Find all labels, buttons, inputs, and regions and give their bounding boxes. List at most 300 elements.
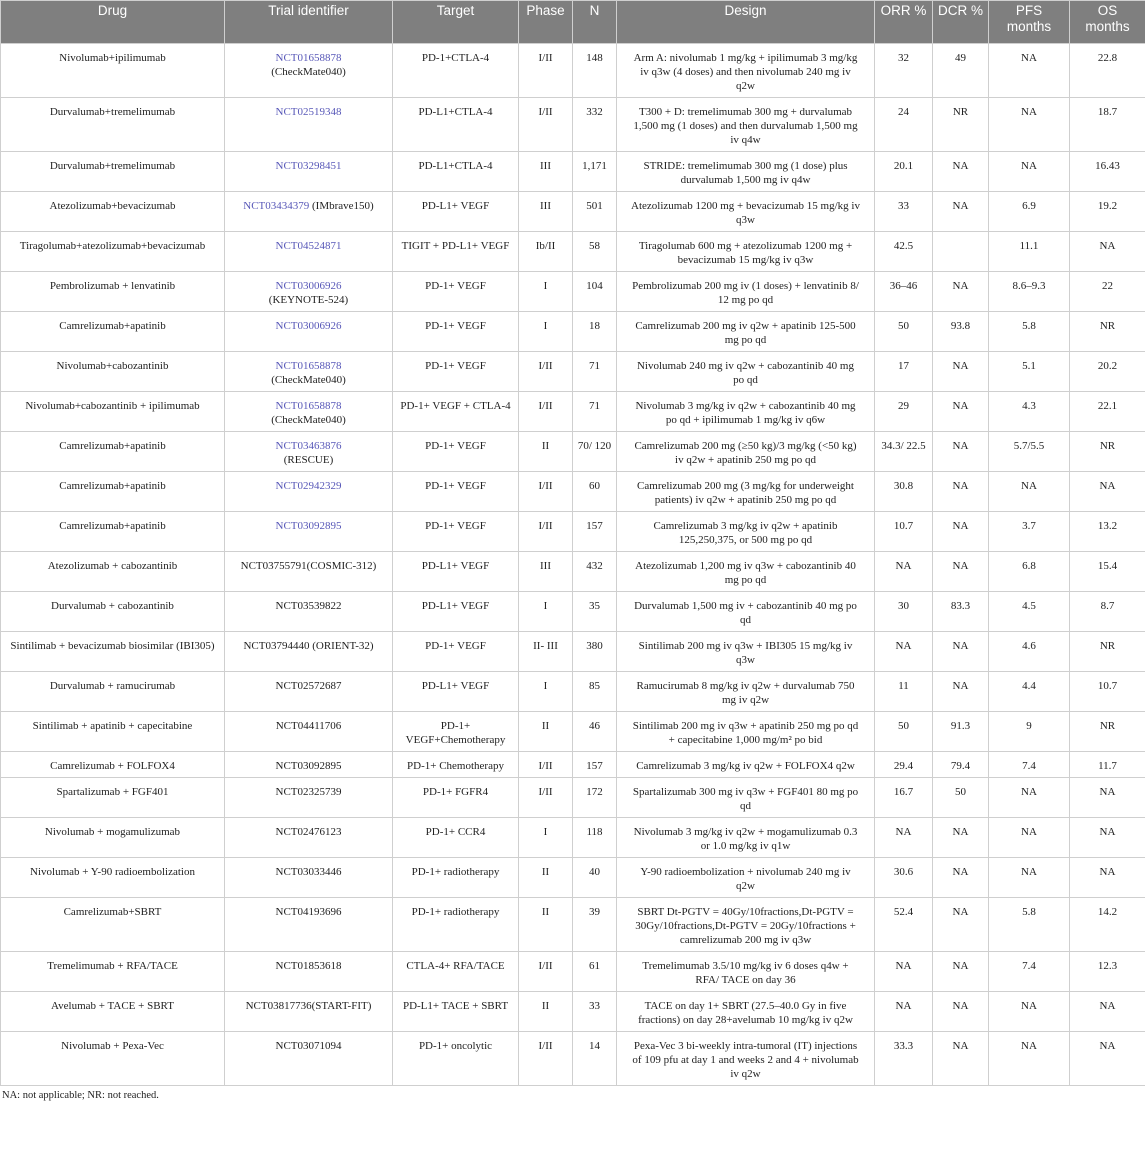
cell-phase: II — [519, 898, 573, 952]
cell-trial-identifier — [225, 352, 393, 392]
cell-n: 60 — [573, 472, 617, 512]
cell-phase: II — [519, 432, 573, 472]
cell-target: CTLA-4+ RFA/TACE — [393, 952, 519, 992]
cell-drug: Atezolizumab+bevacizumab — [1, 192, 225, 232]
cell-target: TIGIT + PD-L1+ VEGF — [393, 232, 519, 272]
cell-pfs: 4.6 — [989, 632, 1070, 672]
table-row — [1, 672, 1145, 712]
cell-dcr: NA — [933, 1032, 989, 1086]
cell-phase: I/II — [519, 352, 573, 392]
cell-os: NA — [1070, 818, 1145, 858]
cell-trial-identifier — [225, 512, 393, 552]
table-row — [1, 992, 1145, 1032]
cell-drug: Sintilimab + apatinib + capecitabine — [1, 712, 225, 752]
cell-os: NA — [1070, 778, 1145, 818]
header-row — [1, 1, 1145, 44]
trial-name: (KEYNOTE-524) — [268, 294, 349, 306]
cell-trial-identifier — [225, 818, 393, 858]
cell-phase: I/II — [519, 44, 573, 98]
table-row — [1, 352, 1145, 392]
cell-n: 118 — [573, 818, 617, 858]
cell-drug: Tremelimumab + RFA/TACE — [1, 952, 225, 992]
trial-link[interactable]: NCT03298451 — [275, 160, 342, 172]
cell-pfs: NA — [989, 818, 1070, 858]
table-row — [1, 98, 1145, 152]
cell-n: 157 — [573, 512, 617, 552]
cell-n: 85 — [573, 672, 617, 712]
cell-design: Camrelizumab 200 mg (3 mg/kg for underweight patients) iv q2w + apatinib 250 mg po qd — [617, 472, 875, 512]
cell-phase: I/II — [519, 778, 573, 818]
cell-orr: 34.3/ 22.5 — [875, 432, 933, 472]
cell-phase: I — [519, 672, 573, 712]
cell-drug: Durvalumab+tremelimumab — [1, 98, 225, 152]
cell-orr: 17 — [875, 352, 933, 392]
cell-drug: Camrelizumab+apatinib — [1, 312, 225, 352]
cell-pfs: 8.6–9.3 — [989, 272, 1070, 312]
cell-orr: 30.6 — [875, 858, 933, 898]
cell-target: PD-1+ FGFR4 — [393, 778, 519, 818]
cell-pfs: NA — [989, 992, 1070, 1032]
trial-name: NCT03755791(COSMIC-312) — [240, 560, 377, 572]
cell-os: 12.3 — [1070, 952, 1145, 992]
cell-design: Camrelizumab 200 mg iv q2w + apatinib 125-500 mg po qd — [617, 312, 875, 352]
cell-os: NR — [1070, 712, 1145, 752]
cell-phase: II — [519, 712, 573, 752]
cell-pfs: 7.4 — [989, 952, 1070, 992]
cell-orr: 33 — [875, 192, 933, 232]
trial-name: NCT03539822 — [275, 600, 342, 612]
cell-n: 18 — [573, 312, 617, 352]
cell-dcr: NA — [933, 152, 989, 192]
cell-target: PD-1+ Chemotherapy — [393, 752, 519, 778]
cell-target: PD-1+ radiotherapy — [393, 898, 519, 952]
cell-orr: 29.4 — [875, 752, 933, 778]
cell-phase: I/II — [519, 952, 573, 992]
table-row — [1, 898, 1145, 952]
cell-pfs: NA — [989, 1032, 1070, 1086]
col-header-n: N — [573, 1, 617, 44]
cell-drug: Atezolizumab + cabozantinib — [1, 552, 225, 592]
cell-design: Camrelizumab 3 mg/kg iv q2w + FOLFOX4 q2w — [617, 752, 875, 778]
cell-target: PD-1+ VEGF — [393, 472, 519, 512]
trial-name: (RESCUE) — [283, 454, 334, 466]
table-row — [1, 952, 1145, 992]
cell-drug: Camrelizumab + FOLFOX4 — [1, 752, 225, 778]
trial-name: (CheckMate040) — [271, 374, 346, 386]
cell-orr: NA — [875, 992, 933, 1032]
trial-link[interactable]: NCT01658878 — [275, 400, 342, 412]
col-header-trial-identifier: Trial identifier — [225, 1, 393, 44]
cell-os: 14.2 — [1070, 898, 1145, 952]
cell-design: Atezolizumab 1200 mg + bevacizumab 15 mg/kg iv q3w — [617, 192, 875, 232]
trial-name: NCT03071094 — [275, 1040, 342, 1052]
cell-design: Nivolumab 3 mg/kg iv q2w + mogamulizumab 0.3 or 1.0 mg/kg iv q1w — [617, 818, 875, 858]
cell-os: NA — [1070, 858, 1145, 898]
cell-target: PD-1+ VEGF — [393, 352, 519, 392]
cell-pfs: 4.3 — [989, 392, 1070, 432]
table-row — [1, 592, 1145, 632]
cell-pfs: NA — [989, 44, 1070, 98]
table-row — [1, 44, 1145, 98]
table-row — [1, 858, 1145, 898]
cell-pfs: 9 — [989, 712, 1070, 752]
cell-n: 71 — [573, 392, 617, 432]
cell-os: NA — [1070, 992, 1145, 1032]
cell-phase: I — [519, 272, 573, 312]
table-row — [1, 552, 1145, 592]
cell-trial-identifier — [225, 592, 393, 632]
cell-os: NR — [1070, 312, 1145, 352]
cell-dcr: NA — [933, 272, 989, 312]
table-body — [1, 44, 1145, 1086]
cell-target: PD-1+CTLA-4 — [393, 44, 519, 98]
col-header-pfs: PFS months — [989, 1, 1070, 44]
trial-name: NCT02572687 — [275, 680, 342, 692]
cell-orr: 30 — [875, 592, 933, 632]
cell-n: 70/ 120 — [573, 432, 617, 472]
cell-os: 8.7 — [1070, 592, 1145, 632]
cell-orr: 11 — [875, 672, 933, 712]
trial-link[interactable]: NCT01658878 — [275, 52, 342, 64]
trial-link[interactable]: NCT03463876 — [275, 440, 342, 452]
cell-pfs: 6.9 — [989, 192, 1070, 232]
table-header — [1, 1, 1145, 44]
cell-drug: Nivolumab + mogamulizumab — [1, 818, 225, 858]
col-header-phase: Phase — [519, 1, 573, 44]
cell-n: 71 — [573, 352, 617, 392]
cell-drug: Spartalizumab + FGF401 — [1, 778, 225, 818]
cell-orr: 16.7 — [875, 778, 933, 818]
cell-target: PD-1+ VEGF — [393, 512, 519, 552]
cell-dcr: 49 — [933, 44, 989, 98]
trial-link[interactable]: NCT04524871 — [275, 240, 342, 252]
cell-drug: Durvalumab+tremelimumab — [1, 152, 225, 192]
trial-name: (CheckMate040) — [271, 66, 346, 78]
trial-name: NCT03817736(START-FIT) — [245, 1000, 372, 1012]
cell-design: SBRT Dt-PGTV = 40Gy/10fractions,Dt-PGTV = 30Gy/10fractions,Dt-PGTV = 20Gy/10fractions + camrelizumab 200 mg iv q3w — [617, 898, 875, 952]
cell-trial-identifier — [225, 472, 393, 512]
trial-name: (CheckMate040) — [271, 414, 346, 426]
cell-pfs: 11.1 — [989, 232, 1070, 272]
cell-os: 10.7 — [1070, 672, 1145, 712]
trial-link[interactable]: NCT03092895 — [275, 520, 342, 532]
cell-drug: Tiragolumab+atezolizumab+bevacizumab — [1, 232, 225, 272]
cell-drug: Sintilimab + bevacizumab biosimilar (IBI305) — [1, 632, 225, 672]
cell-drug: Durvalumab + ramucirumab — [1, 672, 225, 712]
table-row — [1, 472, 1145, 512]
cell-dcr: NA — [933, 472, 989, 512]
trial-link[interactable]: NCT03006926 — [275, 280, 342, 292]
col-header-orr: ORR % — [875, 1, 933, 44]
cell-n: 148 — [573, 44, 617, 98]
cell-pfs: NA — [989, 98, 1070, 152]
cell-phase: I/II — [519, 752, 573, 778]
trial-link[interactable]: NCT03434379 — [243, 200, 310, 212]
cell-dcr: NA — [933, 552, 989, 592]
cell-trial-identifier — [225, 632, 393, 672]
table-row — [1, 712, 1145, 752]
cell-dcr: NA — [933, 352, 989, 392]
cell-dcr: NA — [933, 898, 989, 952]
cell-phase: III — [519, 152, 573, 192]
cell-design: Camrelizumab 200 mg (≥50 kg)/3 mg/kg (<50 kg) iv q2w + apatinib 250 mg po qd — [617, 432, 875, 472]
cell-phase: I — [519, 312, 573, 352]
cell-n: 33 — [573, 992, 617, 1032]
cell-design: Sintilimab 200 mg iv q3w + IBI305 15 mg/kg iv q3w — [617, 632, 875, 672]
cell-orr: 52.4 — [875, 898, 933, 952]
cell-orr: 32 — [875, 44, 933, 98]
cell-target: PD-1+ VEGF — [393, 432, 519, 472]
cell-dcr: NR — [933, 98, 989, 152]
cell-design: Sintilimab 200 mg iv q3w + apatinib 250 mg po qd + capecitabine 1,000 mg/m² po bid — [617, 712, 875, 752]
cell-pfs: 4.5 — [989, 592, 1070, 632]
cell-dcr: NA — [933, 512, 989, 552]
table-row — [1, 152, 1145, 192]
cell-target: PD-L1+ VEGF — [393, 672, 519, 712]
cell-drug: Durvalumab + cabozantinib — [1, 592, 225, 632]
cell-trial-identifier — [225, 432, 393, 472]
cell-phase: I — [519, 592, 573, 632]
cell-design: Arm A: nivolumab 1 mg/kg + ipilimumab 3 mg/kg iv q3w (4 doses) and then nivolumab 240 mg iv q2w — [617, 44, 875, 98]
cell-orr: 30.8 — [875, 472, 933, 512]
cell-phase: I/II — [519, 98, 573, 152]
cell-phase: II — [519, 992, 573, 1032]
trial-link[interactable]: NCT03006926 — [275, 320, 342, 332]
cell-os: NR — [1070, 432, 1145, 472]
cell-trial-identifier — [225, 898, 393, 952]
cell-n: 58 — [573, 232, 617, 272]
table-row — [1, 392, 1145, 432]
cell-trial-identifier — [225, 1032, 393, 1086]
trial-name: NCT04411706 — [275, 720, 342, 732]
cell-target: PD-L1+ VEGF — [393, 192, 519, 232]
cell-os: NA — [1070, 232, 1145, 272]
table-row — [1, 1032, 1145, 1086]
cell-os: NA — [1070, 472, 1145, 512]
cell-orr: 36–46 — [875, 272, 933, 312]
cell-drug: Nivolumab+ipilimumab — [1, 44, 225, 98]
cell-dcr: NA — [933, 818, 989, 858]
table-row — [1, 232, 1145, 272]
cell-target: PD-1+ radiotherapy — [393, 858, 519, 898]
cell-n: 46 — [573, 712, 617, 752]
cell-drug: Nivolumab+cabozantinib — [1, 352, 225, 392]
cell-pfs: 5.7/5.5 — [989, 432, 1070, 472]
trial-name: (IMbrave150) — [309, 200, 374, 212]
trial-name: NCT02325739 — [275, 786, 342, 798]
cell-n: 35 — [573, 592, 617, 632]
cell-pfs: 5.8 — [989, 898, 1070, 952]
cell-design: Spartalizumab 300 mg iv q3w + FGF401 80 mg po qd — [617, 778, 875, 818]
col-header-drug: Drug — [1, 1, 225, 44]
cell-dcr: 83.3 — [933, 592, 989, 632]
cell-pfs: NA — [989, 472, 1070, 512]
cell-pfs: NA — [989, 778, 1070, 818]
cell-trial-identifier — [225, 992, 393, 1032]
cell-dcr: NA — [933, 992, 989, 1032]
cell-dcr: NA — [933, 432, 989, 472]
cell-n: 39 — [573, 898, 617, 952]
cell-trial-identifier — [225, 192, 393, 232]
cell-pfs: 7.4 — [989, 752, 1070, 778]
cell-phase: II- III — [519, 632, 573, 672]
cell-trial-identifier — [225, 312, 393, 352]
cell-target: PD-1+ CCR4 — [393, 818, 519, 858]
trial-name: NCT03794440 (ORIENT-32) — [243, 640, 374, 652]
cell-design: Atezolizumab 1,200 mg iv q3w + cabozantinib 40 mg po qd — [617, 552, 875, 592]
cell-phase: I/II — [519, 392, 573, 432]
cell-trial-identifier — [225, 392, 393, 432]
cell-orr: 42.5 — [875, 232, 933, 272]
cell-os: NA — [1070, 1032, 1145, 1086]
cell-trial-identifier — [225, 952, 393, 992]
cell-os: 22.8 — [1070, 44, 1145, 98]
col-header-target: Target — [393, 1, 519, 44]
trial-name: NCT03033446 — [275, 866, 342, 878]
cell-design: Nivolumab 240 mg iv q2w + cabozantinib 40 mg po qd — [617, 352, 875, 392]
cell-drug: Camrelizumab+SBRT — [1, 898, 225, 952]
cell-n: 157 — [573, 752, 617, 778]
cell-target: PD-1+ VEGF — [393, 632, 519, 672]
cell-design: Tremelimumab 3.5/10 mg/kg iv 6 doses q4w + RFA/ TACE on day 36 — [617, 952, 875, 992]
cell-n: 61 — [573, 952, 617, 992]
trial-link[interactable]: NCT01658878 — [275, 360, 342, 372]
cell-dcr: NA — [933, 672, 989, 712]
cell-orr: NA — [875, 552, 933, 592]
cell-trial-identifier — [225, 98, 393, 152]
table-row — [1, 312, 1145, 352]
cell-orr: NA — [875, 818, 933, 858]
cell-trial-identifier — [225, 858, 393, 898]
trial-name: NCT01853618 — [275, 960, 342, 972]
table-row — [1, 512, 1145, 552]
cell-design: Nivolumab 3 mg/kg iv q2w + cabozantinib 40 mg po qd + ipilimumab 1 mg/kg iv q6w — [617, 392, 875, 432]
cell-phase: III — [519, 552, 573, 592]
cell-phase: I/II — [519, 512, 573, 552]
cell-target: PD-L1+CTLA-4 — [393, 98, 519, 152]
cell-target: PD-L1+CTLA-4 — [393, 152, 519, 192]
cell-target: PD-1+ VEGF+Chemotherapy — [393, 712, 519, 752]
cell-target: PD-L1+ VEGF — [393, 552, 519, 592]
cell-n: 432 — [573, 552, 617, 592]
trial-link[interactable]: NCT02519348 — [275, 106, 342, 118]
cell-trial-identifier — [225, 44, 393, 98]
cell-drug: Camrelizumab+apatinib — [1, 472, 225, 512]
cell-n: 40 — [573, 858, 617, 898]
cell-dcr: NA — [933, 392, 989, 432]
cell-target: PD-1+ VEGF — [393, 312, 519, 352]
cell-os: 11.7 — [1070, 752, 1145, 778]
cell-drug: Avelumab + TACE + SBRT — [1, 992, 225, 1032]
cell-design: Pexa-Vec 3 bi-weekly intra-tumoral (IT) injections of 109 pfu at day 1 and weeks 2 and 4 + nivolumab iv q2w — [617, 1032, 875, 1086]
cell-os: 19.2 — [1070, 192, 1145, 232]
cell-orr: 10.7 — [875, 512, 933, 552]
cell-target: PD-1+ VEGF — [393, 272, 519, 312]
table-row — [1, 192, 1145, 232]
cell-target: PD-1+ oncolytic — [393, 1032, 519, 1086]
cell-dcr: NA — [933, 632, 989, 672]
cell-target: PD-1+ VEGF + CTLA-4 — [393, 392, 519, 432]
cell-n: 1,171 — [573, 152, 617, 192]
table-row — [1, 432, 1145, 472]
cell-trial-identifier — [225, 672, 393, 712]
cell-pfs: 5.8 — [989, 312, 1070, 352]
cell-orr: 24 — [875, 98, 933, 152]
cell-target: PD-L1+ TACE + SBRT — [393, 992, 519, 1032]
cell-pfs: NA — [989, 152, 1070, 192]
cell-dcr: 93.8 — [933, 312, 989, 352]
cell-pfs: 4.4 — [989, 672, 1070, 712]
table-row — [1, 818, 1145, 858]
cell-n: 14 — [573, 1032, 617, 1086]
cell-design: Y-90 radioembolization + nivolumab 240 mg iv q2w — [617, 858, 875, 898]
cell-design: Pembrolizumab 200 mg iv (1 doses) + lenvatinib 8/ 12 mg po qd — [617, 272, 875, 312]
cell-n: 332 — [573, 98, 617, 152]
cell-drug: Camrelizumab+apatinib — [1, 432, 225, 472]
trial-link[interactable]: NCT02942329 — [275, 480, 342, 492]
cell-design: T300 + D: tremelimumab 300 mg + durvalumab 1,500 mg (1 doses) and then durvalumab 1,500 mg iv q4w — [617, 98, 875, 152]
cell-design: Camrelizumab 3 mg/kg iv q2w + apatinib 125,250,375, or 500 mg po qd — [617, 512, 875, 552]
cell-orr: 33.3 — [875, 1032, 933, 1086]
cell-target: PD-L1+ VEGF — [393, 592, 519, 632]
cell-design: Ramucirumab 8 mg/kg iv q2w + durvalumab 750 mg iv q2w — [617, 672, 875, 712]
cell-os: 20.2 — [1070, 352, 1145, 392]
col-header-design: Design — [617, 1, 875, 44]
cell-pfs: NA — [989, 858, 1070, 898]
table-row — [1, 752, 1145, 778]
cell-phase: Ib/II — [519, 232, 573, 272]
cell-dcr: NA — [933, 952, 989, 992]
cell-trial-identifier — [225, 778, 393, 818]
cell-n: 501 — [573, 192, 617, 232]
cell-os: 16.43 — [1070, 152, 1145, 192]
cell-drug: Nivolumab + Y-90 radioembolization — [1, 858, 225, 898]
cell-drug: Nivolumab+cabozantinib + ipilimumab — [1, 392, 225, 432]
col-header-dcr: DCR % — [933, 1, 989, 44]
trial-name: NCT02476123 — [275, 826, 342, 838]
cell-design: Tiragolumab 600 mg + atezolizumab 1200 mg + bevacizumab 15 mg/kg iv q3w — [617, 232, 875, 272]
trial-name: NCT04193696 — [275, 906, 342, 918]
cell-trial-identifier — [225, 232, 393, 272]
table-footnote: NA: not applicable; NR: not reached. — [2, 1090, 159, 1101]
cell-design: Durvalumab 1,500 mg iv + cabozantinib 40 mg po qd — [617, 592, 875, 632]
cell-dcr — [933, 232, 989, 272]
cell-trial-identifier — [225, 272, 393, 312]
cell-orr: 20.1 — [875, 152, 933, 192]
cell-n: 380 — [573, 632, 617, 672]
cell-phase: III — [519, 192, 573, 232]
cell-trial-identifier — [225, 712, 393, 752]
cell-n: 172 — [573, 778, 617, 818]
cell-phase: I — [519, 818, 573, 858]
cell-orr: 50 — [875, 312, 933, 352]
table-row — [1, 632, 1145, 672]
table-row — [1, 272, 1145, 312]
cell-dcr: 50 — [933, 778, 989, 818]
cell-design: TACE on day 1+ SBRT (27.5–40.0 Gy in five fractions) on day 28+avelumab 10 mg/kg iv q2w — [617, 992, 875, 1032]
cell-trial-identifier — [225, 552, 393, 592]
cell-drug: Pembrolizumab + lenvatinib — [1, 272, 225, 312]
trial-name: NCT03092895 — [275, 760, 342, 772]
cell-orr: NA — [875, 632, 933, 672]
cell-n: 104 — [573, 272, 617, 312]
cell-dcr: NA — [933, 858, 989, 898]
cell-drug: Camrelizumab+apatinib — [1, 512, 225, 552]
cell-design: STRIDE: tremelimumab 300 mg (1 dose) plus durvalumab 1,500 mg iv q4w — [617, 152, 875, 192]
cell-orr: NA — [875, 952, 933, 992]
col-header-os: OS months — [1070, 1, 1145, 44]
cell-pfs: 3.7 — [989, 512, 1070, 552]
